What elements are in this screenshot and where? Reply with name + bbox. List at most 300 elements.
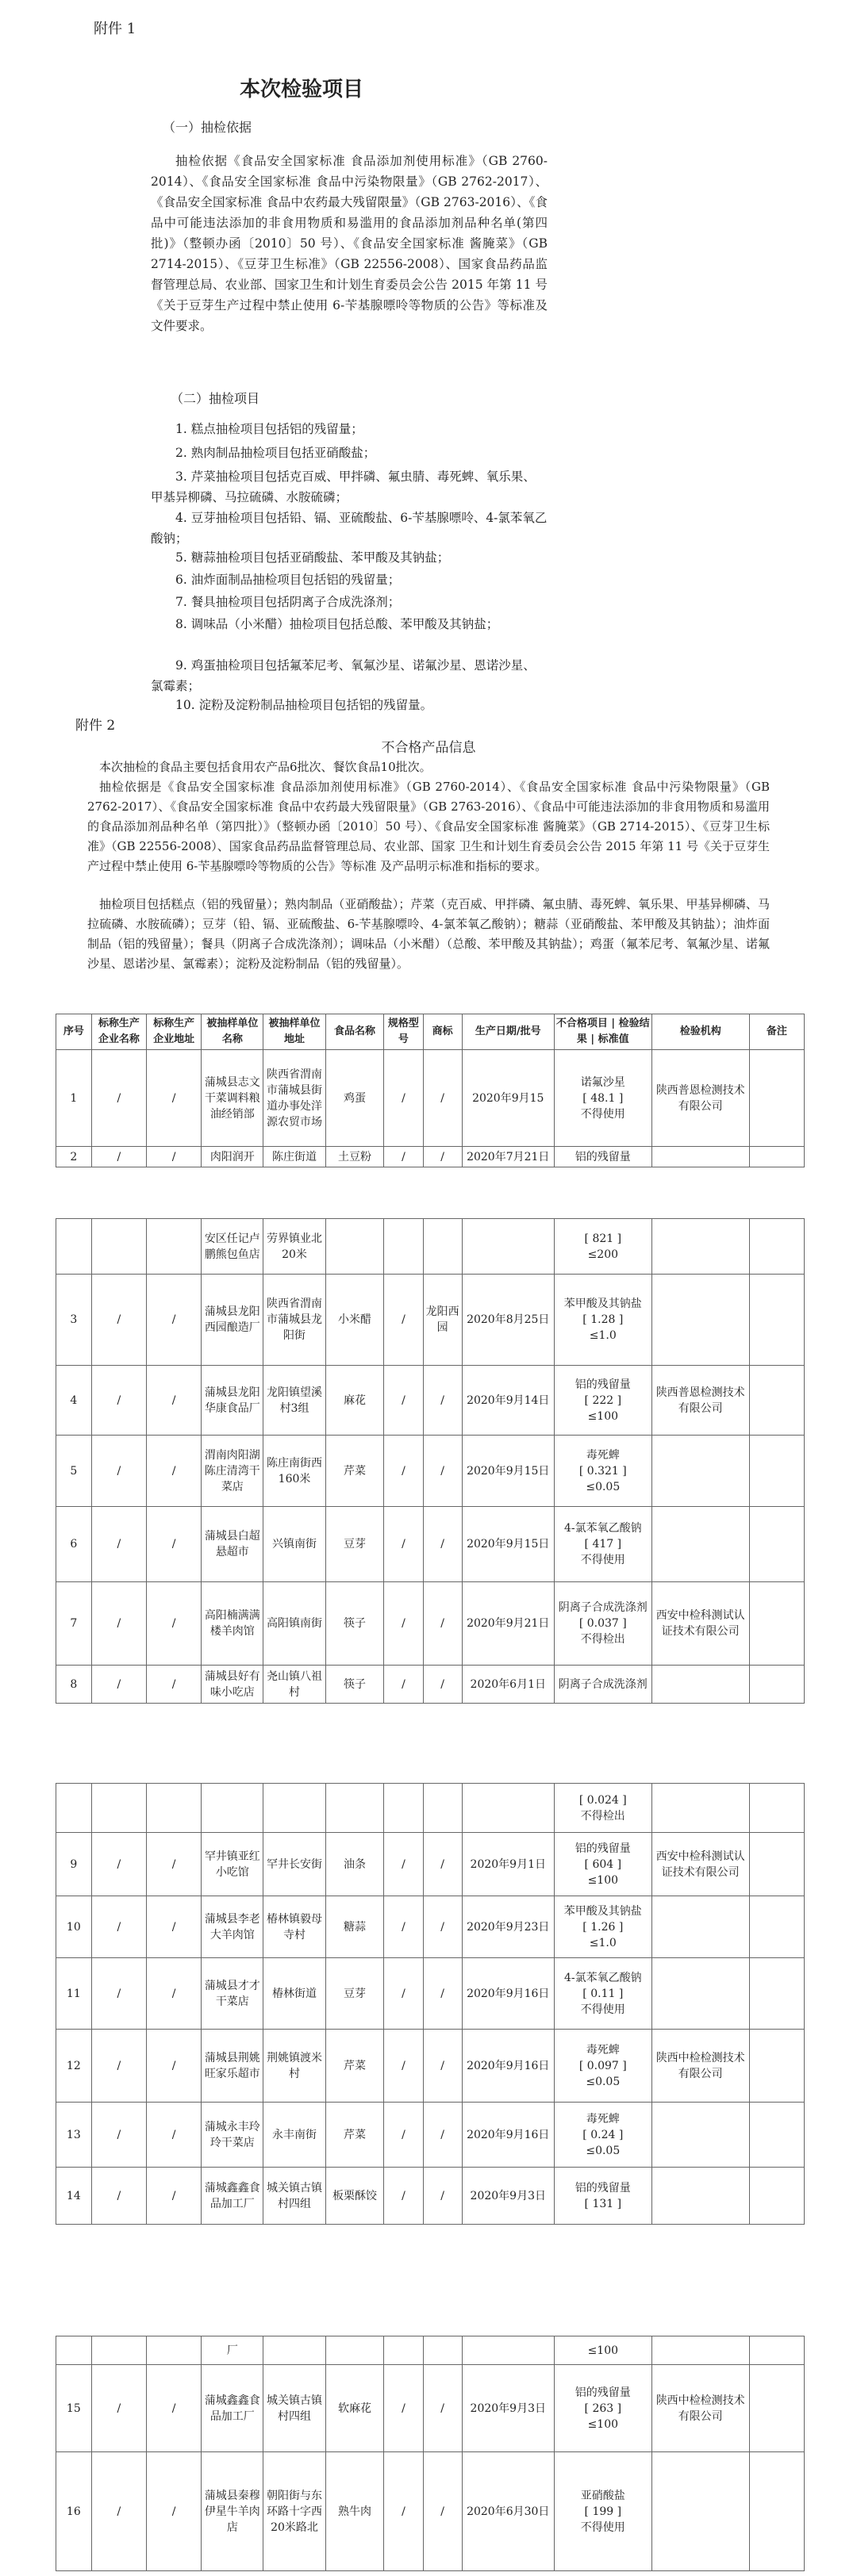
result-line: [ 604 ]	[584, 1857, 622, 1871]
inspection-item: 2. 熟肉制品抽检项目包括亚硝酸盐；	[175, 446, 376, 460]
cell-res	[554, 1507, 651, 1582]
cell-sa	[263, 1784, 325, 1833]
cell-res	[554, 1666, 651, 1704]
cell-brand: /	[423, 1147, 462, 1167]
cell-pn: /	[91, 2365, 146, 2452]
table-row	[56, 2365, 805, 2452]
cell-brand: /	[423, 1666, 462, 1704]
cell-sa: 陕西省渭南市蒲城县龙阳街	[263, 1275, 325, 1366]
cell-food: 板栗酥饺	[325, 2168, 384, 2225]
cell-res	[554, 1050, 651, 1147]
cell-pn: /	[91, 1582, 146, 1666]
cell-food: 熟牛肉	[325, 2452, 384, 2571]
cell-remark	[749, 2365, 804, 2452]
cell-res	[554, 1958, 651, 2030]
cell-spec: /	[384, 2103, 423, 2168]
cell-food: 芹菜	[325, 2103, 384, 2168]
cell-pa: /	[146, 2365, 201, 2452]
table-row	[56, 2336, 805, 2365]
cell-spec: /	[384, 1436, 423, 1507]
table-row	[56, 1275, 805, 1366]
column-header-prod_name: 标称生产企业名称	[91, 1014, 146, 1050]
table-row	[56, 1366, 805, 1436]
cell-sa: 罕井长安街	[263, 1833, 325, 1896]
cell-sn: 蒲城县秦穆伊星牛羊肉店	[202, 2452, 263, 2571]
cell-date: 2020年9月21日	[462, 1582, 554, 1666]
cell-remark	[749, 1666, 804, 1704]
cell-res	[554, 2365, 651, 2452]
cell-date: 2020年9月16日	[462, 1958, 554, 2030]
cell-agency	[651, 1147, 749, 1167]
cell-sa: 龙阳镇望溪村3组	[263, 1366, 325, 1436]
cell-res	[554, 2103, 651, 2168]
result-line: 苯甲酸及其钠盐	[563, 1904, 642, 1918]
cell-pn	[91, 1784, 146, 1833]
cell-pa: /	[146, 1147, 201, 1167]
results-table-page-4	[56, 2336, 805, 2571]
cell-res	[554, 1896, 651, 1958]
cell-brand: /	[423, 1958, 462, 2030]
cell-pn: /	[91, 1147, 146, 1167]
cell-brand: /	[423, 1366, 462, 1436]
cell-spec: /	[384, 1833, 423, 1896]
result-line: ≤100	[587, 1409, 619, 1423]
cell-remark	[749, 2103, 804, 2168]
cell-food: 小米醋	[325, 1275, 384, 1366]
section-heading-items: （二）抽检项目	[171, 391, 260, 406]
cell-seq: 9	[56, 1833, 92, 1896]
cell-remark	[749, 1219, 804, 1275]
cell-food: 糖蒜	[325, 1896, 384, 1958]
cell-spec: /	[384, 1666, 423, 1704]
table-row	[56, 1896, 805, 1958]
cell-sn: 蒲城县白超悬超市	[202, 1507, 263, 1582]
cell-res	[554, 1784, 651, 1833]
result-line: ≤100	[587, 1873, 619, 1887]
column-header-samp_addr: 被抽样单位地址	[263, 1014, 325, 1050]
cell-spec: /	[384, 1896, 423, 1958]
inspection-item: 1. 糕点抽检项目包括铝的残留量；	[175, 422, 363, 436]
cell-food	[325, 1784, 384, 1833]
cell-date: 2020年9月14日	[462, 1366, 554, 1436]
result-line: 不得使用	[580, 1107, 625, 1121]
cell-res	[554, 1833, 651, 1896]
cell-pn: /	[91, 1436, 146, 1507]
table-row	[56, 1219, 805, 1275]
cell-brand: /	[423, 2365, 462, 2452]
cell-date: 2020年6月30日	[462, 2452, 554, 2571]
cell-sn: 蒲城县龙阳华康食品厂	[202, 1366, 263, 1436]
cell-seq: 12	[56, 2030, 92, 2103]
cell-agency	[651, 2168, 749, 2225]
cell-agency	[651, 1436, 749, 1507]
attachment-2-label: 附件 2	[75, 718, 116, 734]
cell-sa: 荆姚镇渡米村	[263, 2030, 325, 2103]
result-line: ≤1.0	[589, 1329, 617, 1342]
cell-remark	[749, 1147, 804, 1167]
cell-seq: 15	[56, 2365, 92, 2452]
inspection-item: 10. 淀粉及淀粉制品抽检项目包括铝的残留量。	[175, 698, 433, 712]
cell-sa	[263, 2336, 325, 2365]
result-line: 诺氟沙星	[580, 1075, 625, 1089]
result-line: 毒死蜱	[586, 2112, 620, 2126]
cell-remark	[749, 1366, 804, 1436]
cell-agency: 陕西普恩检测技术有限公司	[651, 1366, 749, 1436]
cell-pa: /	[146, 1050, 201, 1147]
cell-food: 豆芽	[325, 1507, 384, 1582]
cell-res	[554, 2336, 651, 2365]
result-line: ≤200	[587, 1248, 619, 1261]
cell-food: 筷子	[325, 1666, 384, 1704]
cell-date	[462, 1784, 554, 1833]
items-paragraph-2: 抽检项目包括糕点（铝的残留量）；熟肉制品（亚硝酸盐）；芹菜（克百威、甲拌磷、氟虫腈、毒死蜱、氧乐果、甲基异柳磷、马拉硫磷、水胺硫磷）；豆芽（铅、镉、亚硫酸盐、6-苄基腺嘌呤、4-氯苯氧乙酸钠）；糖蒜（亚硝酸盐、苯甲酸及其钠盐）；油炸面制品（铝的残留量）；餐具（阴离子合成洗涤剂）；调味品（小米醋）（总酸、苯甲酸及其钠盐）；鸡蛋（氟苯尼考、氧氟沙星、诺氟沙星、恩诺沙星、氯霉素）；淀粉及淀粉制品（铝的残留量）。	[87, 897, 770, 971]
cell-sn: 蒲城永丰玲玲干菜店	[202, 2103, 263, 2168]
cell-brand	[423, 1784, 462, 1833]
cell-agency	[651, 2336, 749, 2365]
cell-pn: /	[91, 1050, 146, 1147]
cell-spec: /	[384, 1147, 423, 1167]
cell-remark	[749, 2168, 804, 2225]
cell-res	[554, 1147, 651, 1167]
cell-spec	[384, 2336, 423, 2365]
cell-seq: 16	[56, 2452, 92, 2571]
result-line: ≤1.0	[589, 1936, 617, 1949]
cell-sa: 尧山镇八祖村	[263, 1666, 325, 1704]
inspection-item: 5. 糖蒜抽检项目包括亚硝酸盐、苯甲酸及其钠盐；	[175, 550, 450, 565]
cell-sa: 陈庄南街西160米	[263, 1436, 325, 1507]
column-header-items: 不合格项目 | 检验结果 | 标准值	[554, 1014, 651, 1050]
cell-sn: 蒲城鑫鑫食品加工厂	[202, 2168, 263, 2225]
cell-brand: /	[423, 1436, 462, 1507]
result-line: 铝的残留量	[575, 1842, 631, 1855]
cell-spec: /	[384, 2168, 423, 2225]
cell-res	[554, 1275, 651, 1366]
cell-brand: /	[423, 1896, 462, 1958]
column-header-date: 生产日期/批号	[462, 1014, 554, 1050]
cell-agency	[651, 2452, 749, 2571]
cell-brand	[423, 2336, 462, 2365]
result-line: [ 0.11 ]	[582, 1987, 624, 2000]
cell-seq: 8	[56, 1666, 92, 1704]
cell-food: 油条	[325, 1833, 384, 1896]
attachment-1-label: 附件 1	[94, 21, 136, 37]
result-line: [ 0.097 ]	[578, 2059, 627, 2072]
column-header-seq: 序号	[56, 1014, 92, 1050]
cell-pn: /	[91, 2030, 146, 2103]
cell-sn: 渭南肉阳湖陈庄清湾干菜店	[202, 1436, 263, 1507]
cell-agency: 陕西中检检测技术有限公司	[651, 2030, 749, 2103]
cell-seq	[56, 1784, 92, 1833]
cell-food	[325, 1219, 384, 1275]
cell-res	[554, 2452, 651, 2571]
result-line: [ 48.1 ]	[582, 1091, 624, 1105]
cell-spec: /	[384, 1958, 423, 2030]
result-line: [ 0.321 ]	[578, 1464, 627, 1478]
cell-food: 筷子	[325, 1582, 384, 1666]
cell-agency	[651, 1784, 749, 1833]
cell-date	[462, 2336, 554, 2365]
cell-pa	[146, 2336, 201, 2365]
cell-res	[554, 1366, 651, 1436]
cell-brand: /	[423, 2030, 462, 2103]
result-line: [ 263 ]	[584, 2402, 622, 2415]
table-row	[56, 1833, 805, 1896]
cell-pn: /	[91, 1666, 146, 1704]
cell-pn	[91, 2336, 146, 2365]
cell-date: 2020年9月15日	[462, 1507, 554, 1582]
cell-pn: /	[91, 1507, 146, 1582]
cell-remark	[749, 1833, 804, 1896]
cell-food: 豆芽	[325, 1958, 384, 2030]
result-line: 铝的残留量	[575, 2181, 631, 2195]
result-line: 不得使用	[580, 2003, 625, 2016]
inspection-item: 8. 调味品（小米醋）抽检项目包括总酸、苯甲酸及其钠盐；	[175, 617, 499, 631]
cell-date	[462, 1219, 554, 1275]
cell-pa: /	[146, 1896, 201, 1958]
cell-pa: /	[146, 2103, 201, 2168]
column-header-food: 食品名称	[325, 1014, 384, 1050]
section-heading-basis: （一）抽检依据	[163, 120, 252, 135]
cell-food: 鸡蛋	[325, 1050, 384, 1147]
cell-food: 软麻花	[325, 2365, 384, 2452]
cell-remark	[749, 1436, 804, 1507]
result-line: [ 0.037 ]	[578, 1617, 627, 1630]
result-line: 毒死蜱	[586, 1448, 620, 1462]
result-line: 亚硝酸盐	[580, 2489, 625, 2502]
result-line: [ 131 ]	[584, 2197, 622, 2210]
result-line: 不得检出	[580, 1633, 625, 1646]
cell-food: 芹菜	[325, 1436, 384, 1507]
cell-sa: 椿林街道	[263, 1958, 325, 2030]
cell-sa: 陕西省渭南市蒲城县街道办事处洋源农贸市场	[263, 1050, 325, 1147]
cell-remark	[749, 2336, 804, 2365]
cell-date: 2020年6月1日	[462, 1666, 554, 1704]
cell-spec: /	[384, 1366, 423, 1436]
cell-food: 芹菜	[325, 2030, 384, 2103]
cell-sa: 兴镇南街	[263, 1507, 325, 1582]
cell-pn: /	[91, 1896, 146, 1958]
cell-res	[554, 2168, 651, 2225]
table-row	[56, 2103, 805, 2168]
cell-food	[325, 2336, 384, 2365]
cell-agency: 陕西中检检测技术有限公司	[651, 2365, 749, 2452]
table-row	[56, 1958, 805, 2030]
cell-brand: /	[423, 1582, 462, 1666]
cell-sn: 肉阳润开	[202, 1147, 263, 1167]
cell-sa: 劳界镇业北20米	[263, 1219, 325, 1275]
page-title: 本次检验项目	[239, 78, 363, 102]
result-line: 不得检出	[580, 1809, 625, 1823]
cell-seq: 11	[56, 1958, 92, 2030]
column-header-brand: 商标	[423, 1014, 462, 1050]
subtitle: 不合格产品信息	[381, 740, 476, 756]
cell-date: 2020年9月16日	[462, 2030, 554, 2103]
cell-spec: /	[384, 1275, 423, 1366]
cell-spec: /	[384, 1050, 423, 1147]
cell-pa: /	[146, 1582, 201, 1666]
cell-pn: /	[91, 2452, 146, 2571]
cell-sa: 城关镇古镇村四组	[263, 2365, 325, 2452]
cell-res	[554, 1219, 651, 1275]
table-row	[56, 1147, 805, 1167]
cell-agency	[651, 1666, 749, 1704]
cell-date: 2020年9月23日	[462, 1896, 554, 1958]
cell-date: 2020年9月3日	[462, 2365, 554, 2452]
cell-spec	[384, 1784, 423, 1833]
column-header-spec: 规格型号	[384, 1014, 423, 1050]
table-row	[56, 1507, 805, 1582]
cell-seq: 13	[56, 2103, 92, 2168]
cell-brand: 龙阳西园	[423, 1275, 462, 1366]
result-line: 铝的残留量	[575, 1150, 631, 1163]
cell-pa: /	[146, 1833, 201, 1896]
cell-spec: /	[384, 1582, 423, 1666]
cell-sn: 安区任记卢鹏熊包鱼店	[202, 1219, 263, 1275]
cell-remark	[749, 1958, 804, 2030]
table-row	[56, 2168, 805, 2225]
cell-pa: /	[146, 1507, 201, 1582]
result-line: ≤100	[587, 2344, 619, 2357]
table-row	[56, 1582, 805, 1666]
column-header-remark: 备注	[749, 1014, 804, 1050]
cell-spec: /	[384, 2452, 423, 2571]
result-line: [ 199 ]	[584, 2505, 622, 2518]
result-line: [ 1.26 ]	[582, 1920, 624, 1934]
cell-pn: /	[91, 1958, 146, 2030]
results-table-page-1	[56, 1014, 805, 1167]
cell-pa: /	[146, 1366, 201, 1436]
cell-agency	[651, 1958, 749, 2030]
cell-date: 2020年9月15	[462, 1050, 554, 1147]
cell-pa: /	[146, 2168, 201, 2225]
result-line: 4-氯苯氧乙酸钠	[563, 1971, 642, 1984]
table-row	[56, 2452, 805, 2571]
cell-pn	[91, 1219, 146, 1275]
result-line: 毒死蜱	[586, 2043, 620, 2057]
cell-agency	[651, 1507, 749, 1582]
cell-pa	[146, 1784, 201, 1833]
cell-seq: 6	[56, 1507, 92, 1582]
cell-agency	[651, 1896, 749, 1958]
result-line: [ 0.24 ]	[582, 2128, 624, 2141]
result-line: 阴离子合成洗涤剂	[558, 1677, 648, 1691]
result-line: 苯甲酸及其钠盐	[563, 1298, 642, 1310]
column-header-agency: 检验机构	[651, 1014, 749, 1050]
cell-sn	[202, 1784, 263, 1833]
inspection-item: 3. 芹菜抽检项目包括克百威、甲拌磷、氟虫腈、毒死蜱、氧乐果、甲基异柳磷、马拉硫磷、水胺硫磷；	[151, 470, 536, 504]
cell-brand	[423, 1219, 462, 1275]
cell-agency: 西安中检科测试认证技术有限公司	[651, 1582, 749, 1666]
cell-remark	[749, 2452, 804, 2571]
cell-seq: 5	[56, 1436, 92, 1507]
cell-seq	[56, 2336, 92, 2365]
cell-remark	[749, 1050, 804, 1147]
cell-res	[554, 2030, 651, 2103]
result-line: ≤0.05	[586, 2075, 621, 2088]
cell-remark	[749, 1275, 804, 1366]
cell-sn: 蒲城县荆姚旺家乐超市	[202, 2030, 263, 2103]
cell-seq: 7	[56, 1582, 92, 1666]
cell-sa: 陈庄街道	[263, 1147, 325, 1167]
cell-pa: /	[146, 1958, 201, 2030]
cell-sa: 城关镇古镇村四组	[263, 2168, 325, 2225]
cell-sa: 永丰南街	[263, 2103, 325, 2168]
cell-food: 土豆粉	[325, 1147, 384, 1167]
inspection-item: 9. 鸡蛋抽检项目包括氟苯尼考、氧氟沙星、诺氟沙星、恩诺沙星、氯霉素；	[151, 658, 536, 693]
cell-spec: /	[384, 2030, 423, 2103]
cell-agency	[651, 2103, 749, 2168]
cell-brand: /	[423, 2168, 462, 2225]
cell-sn: 蒲城县志文干菜调料粮油经销部	[202, 1050, 263, 1147]
cell-sn: 蒲城鑫鑫食品加工厂	[202, 2365, 263, 2452]
basis-paragraph-2: 抽检依据是《食品安全国家标准 食品添加剂使用标准》（GB 2760-2014）、《食品安全国家标准 食品中污染物限量》（GB 2762-2017）、《食品安全国家标准 食品中农药最大残留限量》（GB 2763-2016）、《食品中可能违法添加的非食用物质和易滥用的食品添加剂品种名单（第四批）》（整顿办函〔2010〕50 号）、《食品安全国家标准 酱腌菜》（GB 2714-2015）、《豆芽卫生标准》（GB 22556-2008）、国家食品药品监督管理总局、农业部、国家 卫生和计划生育委员会公告 2015 年第 11 号《关于豆芽生产过程中禁止使用 6-苄基腺嘌呤等物质的公告》等标准 及产品明示标准和指标的要求。	[87, 780, 770, 873]
table-row	[56, 1784, 805, 1833]
cell-res	[554, 1436, 651, 1507]
result-line: 不得使用	[580, 2520, 625, 2534]
cell-sa: 椿林镇毅母寺村	[263, 1896, 325, 1958]
cell-pa: /	[146, 2030, 201, 2103]
cell-sn: 蒲城县李老大羊肉馆	[202, 1896, 263, 1958]
cell-pn: /	[91, 1833, 146, 1896]
cell-seq	[56, 1219, 92, 1275]
result-line: 铝的残留量	[575, 2386, 631, 2399]
cell-spec: /	[384, 2365, 423, 2452]
cell-remark	[749, 1896, 804, 1958]
result-line: [ 1.28 ]	[582, 1313, 624, 1326]
cell-date: 2020年9月3日	[462, 2168, 554, 2225]
inspection-item: 4. 豆芽抽检项目包括铅、镉、亚硫酸盐、6-苄基腺嘌呤、4-氯苯氧乙酸钠；	[151, 511, 548, 546]
result-line: 不得使用	[580, 1554, 625, 1566]
result-line: [ 222 ]	[584, 1393, 622, 1407]
cell-remark	[749, 1582, 804, 1666]
cell-pa: /	[146, 1275, 201, 1366]
cell-pn: /	[91, 1366, 146, 1436]
table-header-row	[56, 1014, 805, 1050]
cell-sn: 高阳楠满满楼羊肉馆	[202, 1582, 263, 1666]
cell-food: 麻花	[325, 1366, 384, 1436]
cell-sn: 蒲城县好有味小吃店	[202, 1666, 263, 1704]
column-header-samp_name: 被抽样单位名称	[202, 1014, 263, 1050]
cell-agency	[651, 1219, 749, 1275]
cell-pa: /	[146, 1666, 201, 1704]
cell-pa	[146, 1219, 201, 1275]
cell-agency: 西安中检科测试认证技术有限公司	[651, 1833, 749, 1896]
cell-brand: /	[423, 1050, 462, 1147]
cell-seq: 3	[56, 1275, 92, 1366]
result-line: ≤0.05	[586, 2144, 621, 2157]
inspection-item: 7. 餐具抽检项目包括阴离子合成洗涤剂；	[175, 595, 401, 609]
cell-pa: /	[146, 1436, 201, 1507]
table-row	[56, 1050, 805, 1147]
cell-sa: 朝阳街与东环路十字西20米路北	[263, 2452, 325, 2571]
cell-sn: 罕井镇亚红小吃馆	[202, 1833, 263, 1896]
cell-date: 2020年9月1日	[462, 1833, 554, 1896]
cell-seq: 2	[56, 1147, 92, 1167]
cell-remark	[749, 1507, 804, 1582]
cell-date: 2020年7月21日	[462, 1147, 554, 1167]
cell-remark	[749, 2030, 804, 2103]
result-line: [ 821 ]	[584, 1232, 622, 1245]
cell-pn: /	[91, 2103, 146, 2168]
table-row	[56, 1436, 805, 1507]
cell-date: 2020年9月16日	[462, 2103, 554, 2168]
result-line: 阴离子合成洗涤剂	[558, 1601, 648, 1614]
cell-sa: 高阳镇南街	[263, 1582, 325, 1666]
table-row	[56, 1666, 805, 1704]
cell-brand: /	[423, 2103, 462, 2168]
basis-paragraph: 抽检依据《食品安全国家标准 食品添加剂使用标准》（GB 2760-2014）、《食品安全国家标准 食品中污染物限量》（GB 2762-2017）、《食品安全国家标准 食品中农药最大残留限量》（GB 2763-2016）、《食品中可能违法添加的非食用物质和易滥用的食品添加剂品种名单(第四批)》（整顿办函〔2010〕50 号）、《食品安全国家标准 酱腌菜》（GB 2714-2015）、《豆芽卫生标准》（GB 22556-2008）、国家食品药品监督管理总局、农业部、国家卫生和计划生育委员会公告 2015 年第 11 号《关于豆芽生产过程中禁止使用 6-苄基腺嘌呤等物质的公告》等标准及文件要求。	[151, 154, 548, 333]
cell-seq: 4	[56, 1366, 92, 1436]
